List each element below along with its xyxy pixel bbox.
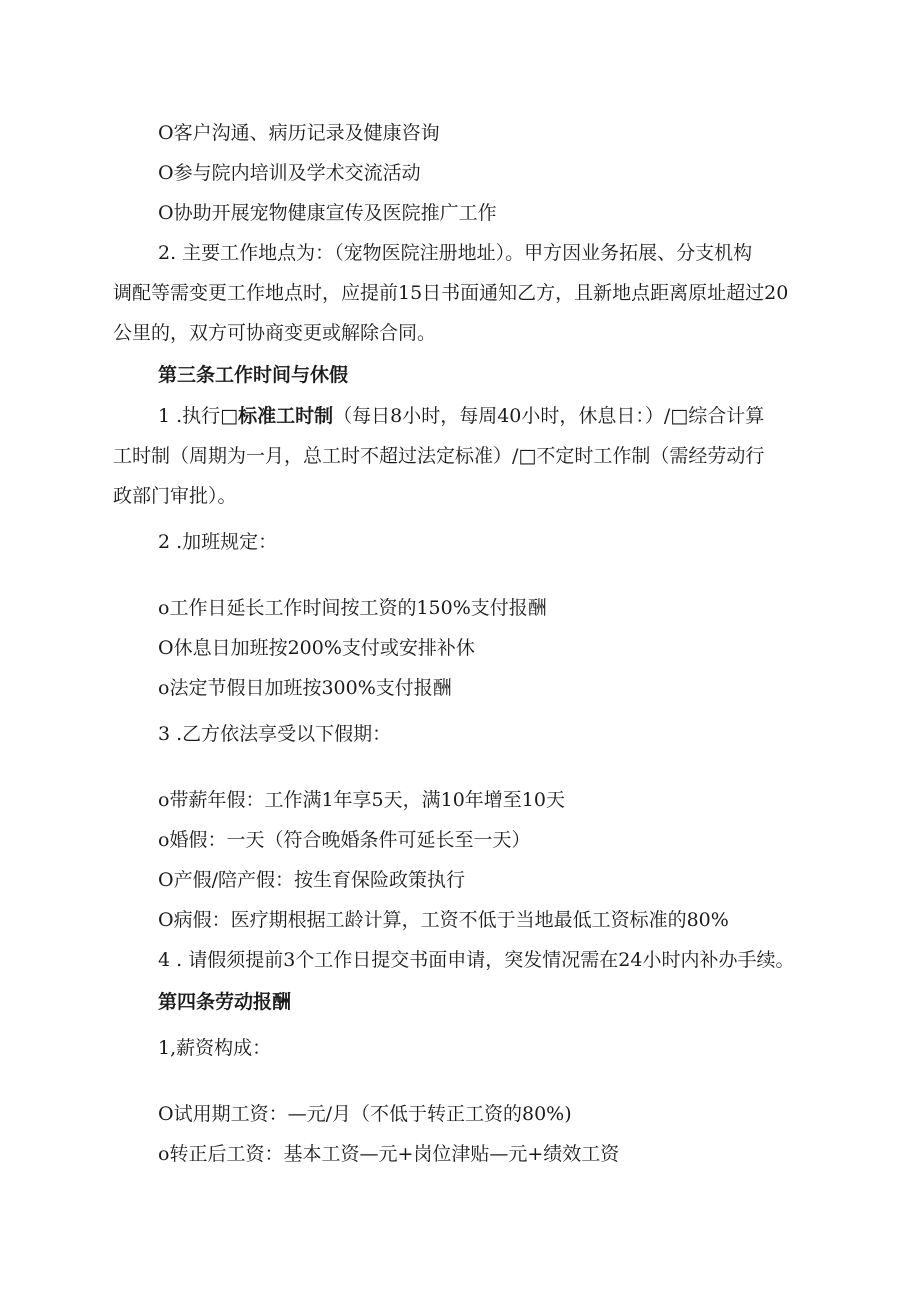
worktime-clause-line-1 <box>158 404 764 428</box>
worktime-clause-line-3: 政部门审批）。 <box>113 485 237 507</box>
leave-item-sick: O病假：医疗期根据工龄计算，工资不低于当地最低工资标准的80% <box>158 909 729 931</box>
clause-number: 1 .执行 <box>158 405 221 427</box>
overtime-item-holiday: o法定节假日加班按300%支付报酬 <box>158 677 452 699</box>
salary-structure-heading: 1,薪资构成： <box>158 1037 272 1059</box>
standard-hours-option: □标准工时制 <box>220 405 334 427</box>
leave-heading: 3 .乙方依法享受以下假期： <box>158 723 392 745</box>
overtime-item-weekday: o工作日延长工作时间按工资的150%支付报酬 <box>158 597 547 619</box>
duty-item-promotion: O协助开展宠物健康宣传及医院推广工作 <box>158 202 497 224</box>
workplace-clause-line-2: 调配等需变更工作地点时，应提前15日书面通知乙方，且新地点距离原址超过20 <box>113 282 789 304</box>
duty-item-client-communication: O客户沟通、病历记录及健康咨询 <box>158 122 440 144</box>
worktime-detail: （每日8小时，每周40小时，休息日：）/□综合计算 <box>333 405 765 427</box>
leave-item-annual: o带薪年假：工作满1年享5天，满10年增至10天 <box>158 789 565 811</box>
salary-item-regular: o转正后工资：基本工资—元+岗位津贴—元+绩效工资 <box>158 1143 620 1165</box>
leave-item-marriage: o婚假：一天（符合晚婚条件可延长至一天） <box>158 829 531 851</box>
duty-item-training: O参与院内培训及学术交流活动 <box>158 162 421 184</box>
article-3-heading: 第三条工作时间与休假 <box>158 364 349 386</box>
overtime-item-restday: O休息日加班按200%支付或安排补休 <box>158 637 475 659</box>
salary-item-probation: O试用期工资：—元/月（不低于转正工资的80%) <box>158 1103 572 1125</box>
worktime-clause-line-2: 工时制（周期为一月，总工时不超过法定标准）/□不定时工作制（需经劳动行 <box>113 445 765 467</box>
article-4-heading: 第四条劳动报酬 <box>158 991 292 1013</box>
leave-item-maternity: O产假/陪产假：按生育保险政策执行 <box>158 869 465 891</box>
leave-request-clause: 4 . 请假须提前3个工作日提交书面申请，突发情况需在24小时内补办手续。 <box>158 949 795 971</box>
workplace-clause-line-1: 2. 主要工作地点为：（宠物医院注册地址）。甲方因业务拓展、分支机构 <box>158 242 753 264</box>
workplace-clause-line-3: 公里的，双方可协商变更或解除合同。 <box>113 322 437 344</box>
overtime-heading: 2 .加班规定： <box>158 531 278 553</box>
